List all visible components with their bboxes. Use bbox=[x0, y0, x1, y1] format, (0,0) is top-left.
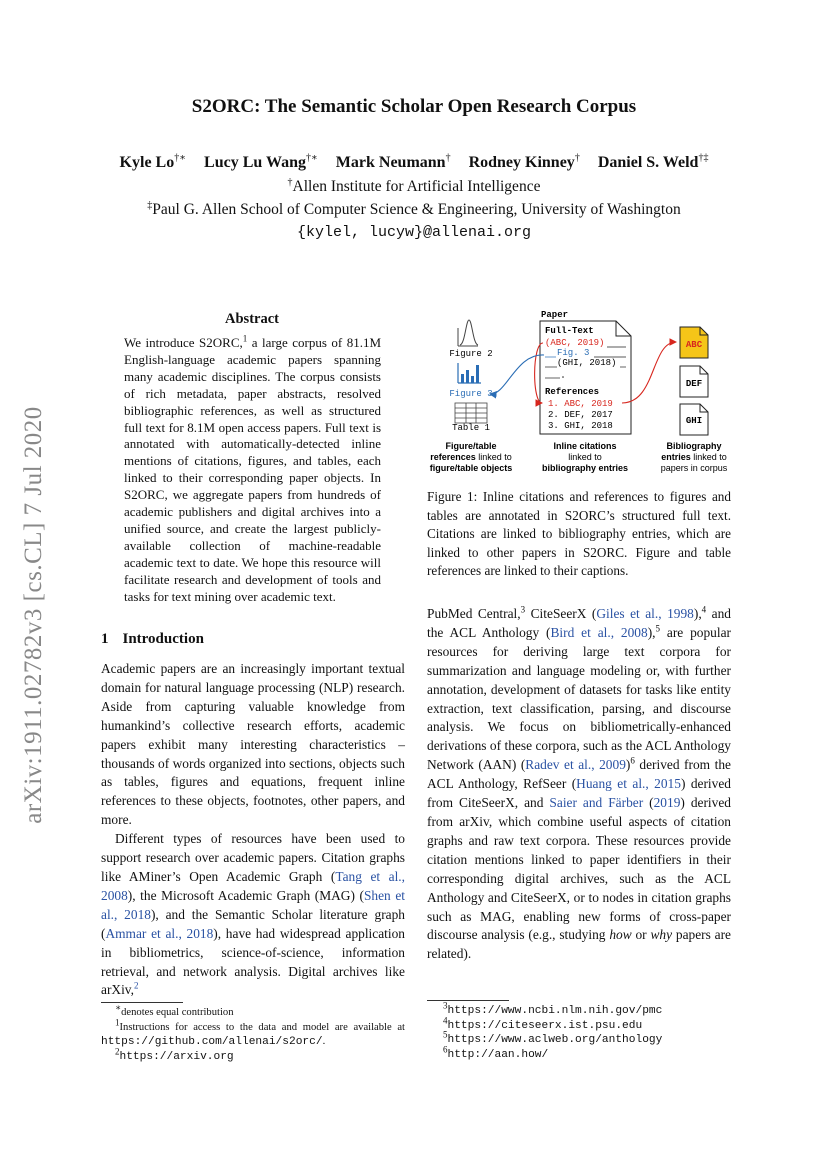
arxiv-id-text: arXiv:1911.02782v3 [cs.CL] 7 Jul 2020 bbox=[20, 406, 47, 824]
footnote-url[interactable]: https://www.aclweb.org/anthology bbox=[447, 1034, 663, 1046]
footnote: $^2$https://arxiv.org bbox=[115, 1045, 234, 1063]
citation-link[interactable]: 2019 bbox=[653, 795, 681, 811]
footnote-url[interactable]: http://aan.how/ bbox=[447, 1048, 549, 1061]
paper-abc-label: ABC bbox=[685, 340, 703, 350]
inline-figure-ref: Fig. 3 bbox=[557, 348, 590, 358]
distribution-chart-icon bbox=[458, 320, 478, 346]
figure-1 bbox=[429, 306, 736, 481]
footnote-mark[interactable]: 6 bbox=[630, 755, 635, 766]
figure-1-caption: Figure 1: Inline citations and references to figures and tables are annotated in S2ORC’s structured full text. Citations are linked to bibliography entries, which are linked to other papers in S2ORC. Figure and table references are linked to their captions. bbox=[427, 489, 731, 579]
footnote: ∗denotes equal contribution bbox=[115, 1002, 234, 1018]
footnote-url[interactable]: https://www.ncbi.nlm.nih.gov/pmc bbox=[447, 1005, 663, 1017]
label-left-1: Figure/table bbox=[445, 441, 497, 451]
footnote-rule bbox=[427, 1000, 509, 1001]
citation-link[interactable]: Tang et al., 2008 bbox=[101, 868, 406, 903]
label-right-3: papers in corpus bbox=[660, 463, 728, 473]
footnote: $^6$http://aan.how/ bbox=[443, 1043, 549, 1061]
inline-citation: (ABC, 2019) bbox=[545, 338, 605, 348]
intro-left-column bbox=[101, 660, 405, 1000]
footnote: $^4$https://citeseerx.ist.psu.edu bbox=[443, 1014, 643, 1032]
label-right-1: Bibliography bbox=[666, 441, 722, 451]
label-mid-3: bibliography entries bbox=[541, 463, 629, 473]
paper-label: Paper bbox=[541, 310, 569, 320]
table-1-label: Table 1 bbox=[452, 423, 490, 433]
label-left-2: references linked to bbox=[430, 452, 512, 462]
paragraph: Different types of resources have been used to support research over academic papers. Citation graphs like AMiner’s Open Academic Graph (Tang et al., 2008), the Microsoft Academic Graph (MAG) (Shen et al., 2018), and the Semantic Scholar literature graph (Ammar et al., 2018), have had widespread application in bibliometrics, science-of-science, information retrieval, and network analysis. Digital archives like arXiv,$^2$ bbox=[101, 831, 406, 998]
citation-link[interactable]: Saier and Färber bbox=[549, 795, 644, 811]
citation-link[interactable]: Ammar et al., 2018 bbox=[105, 925, 214, 941]
intro-right-column bbox=[427, 605, 731, 964]
figure-3-label: Figure 3 bbox=[449, 389, 493, 399]
author: Lucy Lu Wang†∗ bbox=[204, 152, 318, 171]
right-footnotes bbox=[443, 1000, 733, 1062]
paper-def-label: DEF bbox=[685, 379, 703, 389]
footnote-url[interactable]: https://citeseerx.ist.psu.edu bbox=[447, 1019, 643, 1032]
bar-chart-icon bbox=[458, 363, 481, 383]
footnote-url[interactable]: https://github.com/allenai/s2orc/ bbox=[101, 1036, 323, 1048]
citation-link[interactable]: Bird et al., 2008 bbox=[550, 624, 648, 640]
footnote-mark[interactable]: 3 bbox=[520, 604, 526, 615]
citation-link[interactable]: Giles et al., 1998 bbox=[596, 606, 694, 621]
figure-2-label: Figure 2 bbox=[449, 349, 493, 359]
left-footnotes bbox=[101, 1002, 405, 1064]
table-icon bbox=[455, 403, 487, 423]
label-mid-1: Inline citations bbox=[553, 441, 617, 451]
author: Rodney Kinney† bbox=[468, 152, 580, 171]
reference-entry: 1. ABC, 2019 bbox=[548, 399, 613, 409]
author: Mark Neumann† bbox=[335, 152, 451, 171]
label-mid-2: linked to bbox=[568, 452, 602, 462]
affiliation-2: ‡Paul G. Allen School of Computer Science & Engineering, University of Washington bbox=[147, 199, 681, 218]
reference-entry: 2. DEF, 2017 bbox=[548, 410, 613, 420]
footnote: $^3$https://www.ncbi.nlm.nih.gov/pmc bbox=[443, 1000, 663, 1017]
section-heading: 1 Introduction bbox=[101, 631, 204, 647]
footnote-url[interactable]: https://arxiv.org bbox=[119, 1050, 234, 1063]
abstract-text: We introduce S2ORC,$^1$ a large corpus of 81.1M English-language academic papers spanning many academic disciplines. The corpus consists of rich metadata, paper abstracts, resolved bibliographic references, as well as structured full text for 8.1M open access papers. Full text is annotated with automatically-detected inline mentions of citations, figures, and tables, each linked to their corresponding paper objects. In S2ORC, we aggregate papers from hundreds of academic publishers and digital archives into a unified source, and create the largest publicly-available collection of machine-readable academic text to date. We hope this resource will facilitate research and development of tools and tasks for text mining over academic text. bbox=[124, 333, 382, 604]
footnote-rule bbox=[101, 1002, 183, 1003]
footnote-mark[interactable]: 4 bbox=[701, 604, 707, 615]
paragraph: PubMed Central,$^3$ CiteSeerX (Giles et al., 1998),$^4$ and the ACL Anthology (Bird et al., 2008),$^5$ are popular resources for deriving large text corpora for summarization and language modeling or, with further annotation, development of datasets for tasks like entity extraction, text classification, parsing, and discourse analysis. We focus on bibliometrically-enhanced derivations of these corpora, such as the ACL Anthology Network (AAN) (Radev et al., 2009)$^6$ derived from the ACL Anthology, RefSeer (Huang et al., 2015) derived from CiteSeerX, and Saier and Färber (2019) derived from arXiv, which combine useful aspects of citation graphs and raw text corpora. These resources provide citation mentions linked to paper identifiers in their corresponding digital archives, such as the ACL Anthology and CiteSeerX, or to nodes in citation graphs such as MAG, enabling new forms of cross-paper discourse analysis (e.g., studying how or why papers are related). bbox=[427, 604, 732, 962]
footnote: $^5$https://www.aclweb.org/anthology bbox=[443, 1029, 663, 1046]
fulltext-label: Full-Text bbox=[545, 326, 594, 336]
author: Kyle Lo†∗ bbox=[119, 152, 187, 171]
citation-link[interactable]: Shen et al., 2018 bbox=[101, 887, 406, 922]
affiliation-1: †Allen Institute for Artificial Intelligence bbox=[287, 176, 541, 195]
author-emails: {kylel, lucyw}@allenai.org bbox=[296, 224, 532, 241]
abstract-heading: Abstract bbox=[225, 311, 279, 327]
paper-ghi-label: GHI bbox=[685, 416, 703, 426]
author-list bbox=[0, 154, 828, 172]
citation-link[interactable]: Radev et al., 2009 bbox=[525, 757, 626, 773]
footnote-mark[interactable]: 5 bbox=[655, 623, 661, 634]
footnote: $^1$Instructions for access to the data and model are available at https://github.com/allenai/s2orc/. bbox=[101, 1016, 405, 1048]
paper-title: S2ORC: The Semantic Scholar Open Research Corpus bbox=[191, 96, 637, 117]
footnote-mark[interactable]: 1 bbox=[242, 333, 248, 344]
label-right-2: entries linked to bbox=[661, 452, 727, 462]
paragraph: Academic papers are an increasingly important textual domain for natural language processing (NLP) research. Aside from capturing valuable knowledge from humankind’s collective research efforts, academic papers exhibit many interesting characteristics – thousands of words organized into sections, objects such as tables, figures and equations, frequent inline references to these objects, footnotes, other papers, and more. bbox=[101, 661, 405, 828]
inline-citation-2: (GHI, 2018) bbox=[557, 358, 617, 368]
arxiv-identifier-stamp bbox=[12, 380, 56, 850]
author: Daniel S. Weld†‡ bbox=[597, 152, 709, 171]
references-label: References bbox=[545, 387, 600, 397]
citation-link[interactable]: Huang et al., 2015 bbox=[576, 776, 681, 792]
label-left-3: figure/table objects bbox=[429, 463, 513, 473]
footnote-mark[interactable]: 2 bbox=[133, 980, 139, 991]
reference-entry: 3. GHI, 2018 bbox=[548, 421, 613, 431]
